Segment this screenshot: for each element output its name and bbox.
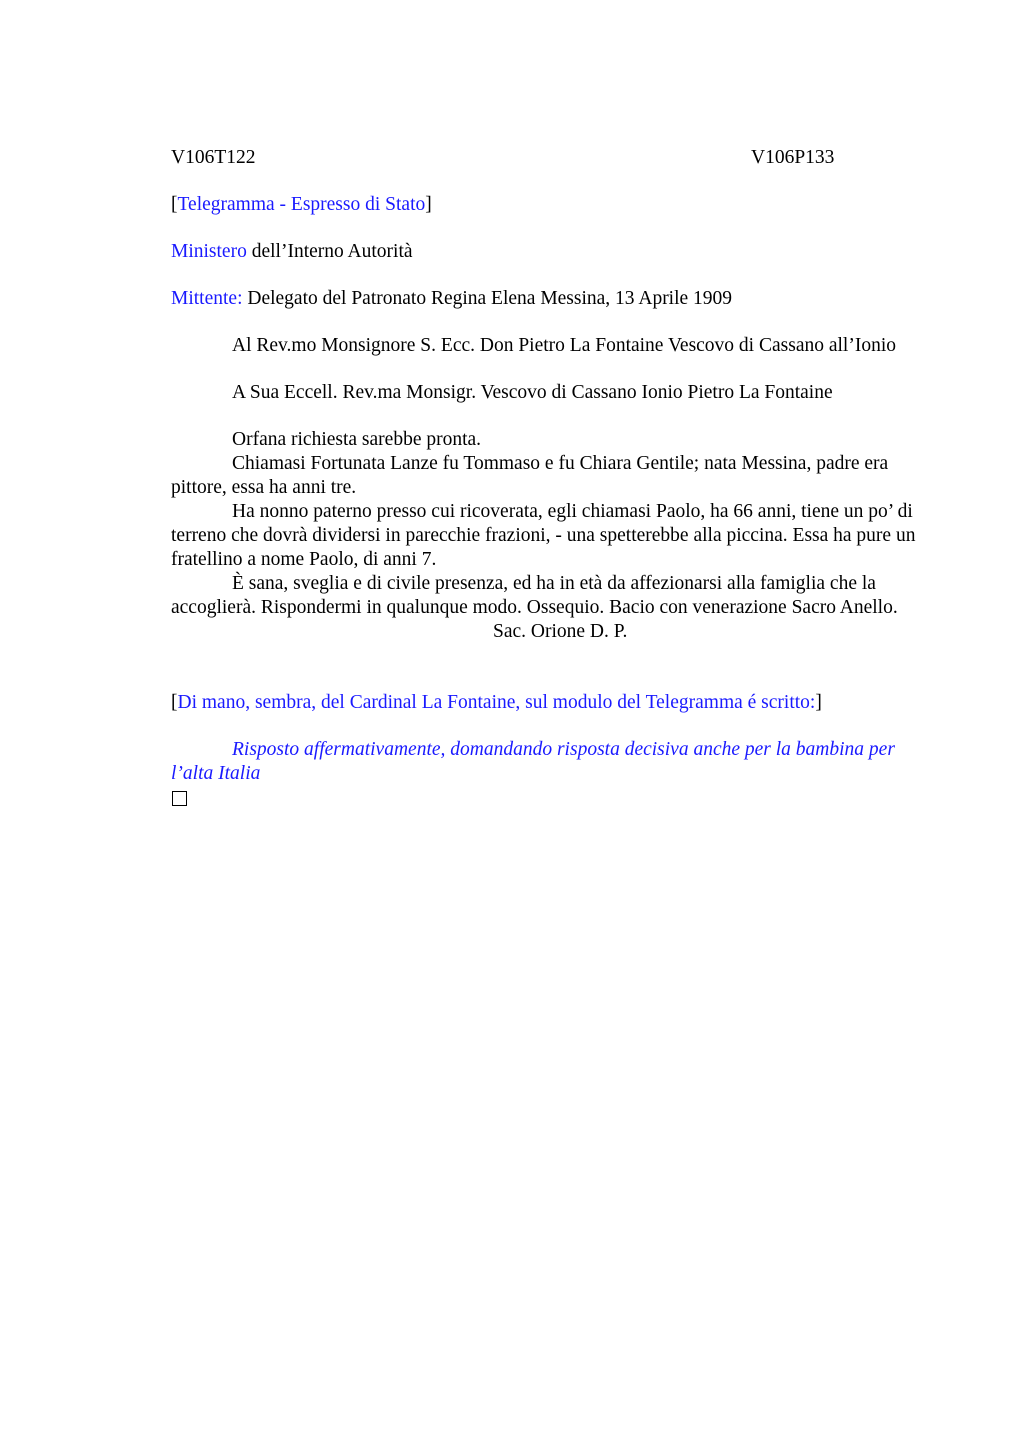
body-paragraph-3: È sana, sveglia e di civile presenza, ed ha in età da affezionarsi alla famiglia che la accoglierà. Rispondermi in qualunque modo. Ossequio. Bacio con venerazione Sacro Anello. — [171, 573, 898, 618]
handwritten-reply: Risposto affermativamente, domandando risposta decisiva anche per la bambina per l’alta Italia — [171, 739, 895, 784]
reference-code-left: V106T122 — [171, 147, 256, 168]
document-type-label: Telegramma - Espresso di Stato — [177, 194, 426, 215]
ministry-text: dell’Interno Autorità — [246, 241, 413, 262]
reference-code-right: V106P133 — [751, 147, 835, 168]
sender-text: Delegato del Patronato Regina Elena Messina, 13 Aprile 1909 — [242, 288, 733, 309]
document-page — [171, 146, 923, 813]
editorial-note — [171, 691, 923, 715]
body-paragraph-2: Ha nonno paterno presso cui ricoverata, egli chiamasi Paolo, ha 66 anni, tiene un po’ di terreno che dovrà dividersi in parecchie frazioni, - una spetterebbe alla piccina. Essa ha pure un fratellino a nome Paolo, di anni 7. — [171, 501, 916, 570]
ministry-line — [171, 240, 923, 264]
reference-header — [171, 146, 923, 170]
note-bracket-close: ] — [815, 692, 822, 713]
signature: Sac. Orione D. P. — [493, 621, 628, 642]
body-opening-line: Orfana richiesta sarebbe pronta. — [232, 429, 482, 450]
ministry-label: Ministero — [171, 241, 247, 262]
addressee-second: A Sua Eccell. Rev.ma Monsigr. Vescovo di Cassano Ionio Pietro La Fontaine — [232, 382, 833, 403]
sender-line — [171, 287, 923, 311]
addressee-first: Al Rev.mo Monsignore S. Ecc. Don Pietro La Fontaine Vescovo di Cassano all’Ionio — [232, 335, 896, 356]
body-paragraph-1: Chiamasi Fortunata Lanze fu Tommaso e fu Chiara Gentile; nata Messina, padre era pittore, essa ha anni tre. — [171, 453, 889, 498]
document-type — [171, 193, 923, 217]
end-square-marker — [171, 786, 923, 813]
note-bracket-open: [ — [171, 692, 178, 713]
square-icon — [172, 791, 187, 806]
sender-label: Mittente: — [171, 288, 243, 309]
bracket-close: ] — [425, 194, 432, 215]
note-text: Di mano, sembra, del Cardinal La Fontaine, sul modulo del Telegramma é scritto: — [177, 692, 816, 713]
bracket-open: [ — [171, 194, 178, 215]
